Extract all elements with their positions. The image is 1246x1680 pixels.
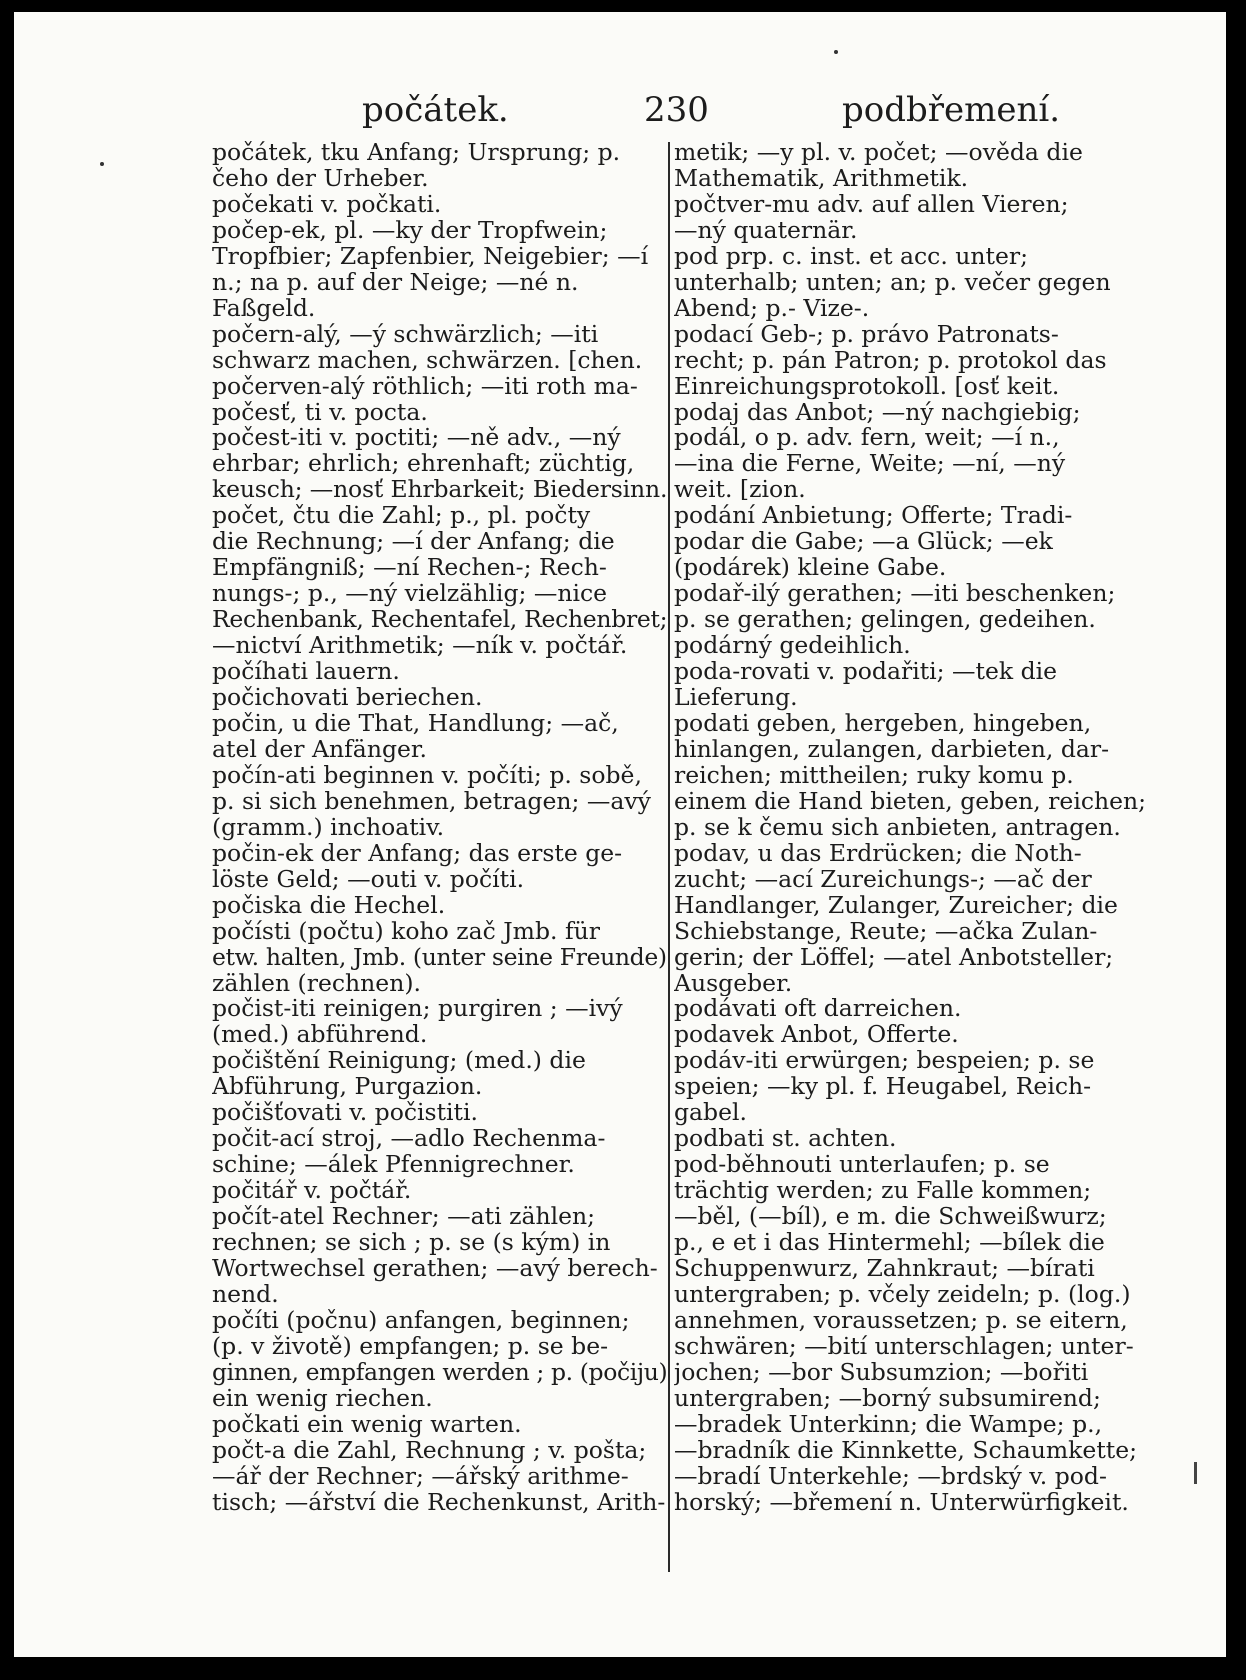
dictionary-line: p. se k čemu sich anbieten, antragen. [674,814,1121,841]
header-first-entry: počátek. [362,90,509,130]
page-header [14,90,1226,140]
dictionary-line: počin-ek der Anfang; das erste ge- [212,840,623,867]
dictionary-line: einem die Hand bieten, geben, reichen; [674,788,1147,815]
column-divider [668,142,670,1572]
dictionary-line: —bradí Unterkehle; —brdský v. pod- [674,1463,1107,1490]
dictionary-line: počištění Reinigung; (med.) die [212,1048,586,1075]
dictionary-line: p. si sich benehmen, betragen; —avý [212,788,651,815]
dictionary-line: počitář v. počtář. [212,1178,412,1205]
dictionary-line: —běl, (—bíl), e m. die Schweißwurz; [674,1204,1107,1231]
dictionary-line: —nictví Arithmetik; —ník v. počtář. [212,633,628,660]
dictionary-line: zucht; —ací Zureichungs-; —ač der [674,866,1092,893]
dictionary-line: nend. [212,1281,279,1308]
dictionary-line: počiska die Hechel. [212,892,446,919]
dictionary-line: Faßgeld. [212,295,316,322]
dictionary-line: (med.) abführend. [212,1022,428,1049]
dictionary-line: —ář der Rechner; —ářský arithme- [212,1463,629,1490]
dictionary-line: hinlangen, zulangen, darbieten, dar- [674,736,1110,763]
dictionary-line: podař-ilý gerathen; —iti beschenken; [674,581,1116,608]
dictionary-line: počesť, ti v. pocta. [212,399,428,426]
dictionary-line: pod prp. c. inst. et acc. unter; [674,243,1029,270]
dictionary-line: počíhati lauern. [212,659,400,686]
dictionary-line: čeho der Urheber. [212,165,429,192]
dictionary-line: unterhalb; unten; an; p. večer gegen [674,269,1111,296]
dictionary-line: (gramm.) inchoativ. [212,814,445,841]
dictionary-line: n.; na p. auf der Neige; —né n. [212,269,579,296]
scan-border [1226,0,1246,1668]
dictionary-page [14,12,1226,1657]
dictionary-line: schwären; —bití unterschlagen; unter- [674,1333,1134,1360]
dictionary-line: Rechenbank, Rechentafel, Rechenbret; [212,607,667,634]
dictionary-line: —bradek Unterkinn; die Wampe; p., [674,1411,1103,1438]
dictionary-line: trächtig werden; zu Falle kommen; [674,1178,1092,1205]
dictionary-line: počep-ek, pl. —ky der Tropfwein; [212,217,608,244]
dictionary-line: Einreichungsprotokoll. [osť keit. [674,373,1060,400]
dictionary-line: počerven-alý röthlich; —iti roth ma- [212,373,638,400]
right-column [674,140,1149,1680]
dictionary-line: reichen; mittheilen; ruky komu p. [674,762,1074,789]
dictionary-line: počtver-mu adv. auf allen Vieren; [674,191,1069,218]
dictionary-line: weit. [zion. [674,477,806,504]
dictionary-line: recht; p. pán Patron; p. protokol das [674,347,1107,374]
dictionary-line: tisch; —ářství die Rechenkunst, Arith- [212,1489,666,1516]
dictionary-line: horský; —břemení n. Unterwürfigkeit. [674,1489,1129,1516]
dictionary-line: zählen (rechnen). [212,970,421,997]
left-column [212,140,667,1680]
dictionary-line: pod-běhnouti unterlaufen; p. se [674,1152,1050,1179]
dictionary-line: Wortwechsel gerathen; —avý berech- [212,1255,658,1282]
dictionary-line: gabel. [674,1100,747,1127]
dictionary-line: ginnen, empfangen werden ; p. (počiju) [212,1359,667,1386]
dictionary-line: podaj das Anbot; —ný nachgiebig; [674,399,1081,426]
dictionary-line: —ina die Ferne, Weite; —ní, —ný [674,451,1066,478]
dictionary-line: podání Anbietung; Offerte; Tradi- [674,503,1073,530]
dictionary-line: počátek, tku Anfang; Ursprung; p. [212,140,621,166]
dictionary-line: počišťovati v. počistiti. [212,1100,478,1127]
dictionary-line: Mathematik, Arithmetik. [674,165,969,192]
dictionary-line: počekati v. počkati. [212,191,442,218]
dictionary-line: p., e et i das Hintermehl; —bílek die [674,1230,1105,1256]
dictionary-line: počit-ací stroj, —adlo Rechenma- [212,1126,606,1153]
speck [100,162,104,166]
dictionary-line: ein wenig riechen. [212,1385,433,1412]
dictionary-line: nungs-; p., —ný vielzählig; —nice [212,581,608,608]
dictionary-line: jochen; —bor Subsumzion; —bořiti [674,1359,1089,1386]
dictionary-line: počichovati beriechen. [212,685,483,711]
dictionary-line: ehrbar; ehrlich; ehrenhaft; züchtig, [212,451,635,478]
dictionary-line: etw. halten, Jmb. (unter seine Freunde) [212,944,667,971]
dictionary-line: untergraben; —borný subsumirend; [674,1385,1101,1412]
dictionary-line: Tropfbier; Zapfenbier, Neigebier; —í [212,243,649,270]
dictionary-line: untergraben; p. včely zeideln; p. (log.) [674,1281,1131,1308]
speck [834,50,838,54]
dictionary-line: podati geben, hergeben, hingeben, [674,710,1092,737]
dictionary-line: —ný quaternär. [674,217,858,244]
dictionary-line: atel der Anfänger. [212,736,428,763]
dictionary-line: —bradník die Kinnkette, Schaumkette; [674,1437,1138,1464]
dictionary-line: Handlanger, Zulanger, Zureicher; die [674,892,1118,919]
dictionary-line: metik; —y pl. v. počet; —ověda die [674,140,1083,166]
dictionary-line: Abführung, Purgazion. [212,1074,483,1101]
dictionary-line: počísti (počtu) koho zač Jmb. für [212,918,601,945]
dictionary-line: podav, u das Erdrücken; die Noth- [674,840,1082,867]
dictionary-line: (podárek) kleine Gabe. [674,555,947,582]
dictionary-line: Schuppenwurz, Zahnkraut; —bírati [674,1255,1095,1282]
dictionary-line: speien; —ky pl. f. Heugabel, Reich- [674,1074,1092,1101]
dictionary-line: podar die Gabe; —a Glück; —ek [674,529,1053,556]
dictionary-line: podavek Anbot, Offerte. [674,1022,959,1049]
dictionary-line: počín-ati beginnen v. počíti; p. sobě, [212,762,642,789]
dictionary-line: Abend; p.- Vize-. [674,295,870,322]
dictionary-line: počíti (počnu) anfangen, beginnen; [212,1307,630,1334]
dictionary-line: rechnen; se sich ; p. se (s kým) in [212,1230,611,1256]
header-last-entry: podbřemení. [842,90,1061,130]
dictionary-line: (p. v životě) empfangen; p. se be- [212,1333,609,1360]
dictionary-line: podávati oft darreichen. [674,996,962,1023]
dictionary-line: podárný gedeihlich. [674,633,911,660]
dictionary-line: Ausgeber. [674,970,793,997]
dictionary-line: počist-iti reinigen; purgiren ; —ivý [212,996,623,1023]
dictionary-line: Lieferung. [674,685,798,711]
dictionary-line: annehmen, voraussetzen; p. se eitern, [674,1307,1128,1334]
dictionary-line: počít-atel Rechner; —ati zählen; [212,1204,596,1231]
dictionary-line: gerin; der Löffel; —atel Anbotsteller; [674,944,1114,971]
dictionary-line: poda-rovati v. podařiti; —tek die [674,659,1058,686]
dictionary-line: počern-alý, —ý schwärzlich; —iti [212,321,599,348]
dictionary-line: die Rechnung; —í der Anfang; die [212,529,615,556]
dictionary-line: počt-a die Zahl, Rechnung ; v. pošta; [212,1437,647,1464]
dictionary-line: schine; —álek Pfennigrechner. [212,1152,575,1179]
page-number: 230 [644,90,709,130]
dictionary-line: keusch; —nosť Ehrbarkeit; Biedersinn. [212,477,667,504]
dictionary-line: schwarz machen, schwärzen. [chen. [212,347,643,374]
dictionary-line: p. se gerathen; gelingen, gedeihen. [674,607,1096,634]
dictionary-line: Empfängniß; —ní Rechen-; Rech- [212,555,607,582]
dictionary-line: počin, u die That, Handlung; —ač, [212,710,619,737]
dictionary-line: löste Geld; —outi v. počíti. [212,866,525,893]
dictionary-line: počest-iti v. poctiti; —ně adv., —ný [212,425,621,452]
dictionary-line: počkati ein wenig warten. [212,1411,522,1438]
margin-mark [1194,1462,1197,1484]
dictionary-line: podbati st. achten. [674,1126,897,1153]
dictionary-line: podál, o p. adv. fern, weit; —í n., [674,425,1060,452]
dictionary-line: Schiebstange, Reute; —ačka Zulan- [674,918,1098,945]
dictionary-line: podací Geb-; p. právo Patronats- [674,321,1059,348]
dictionary-line: počet, čtu die Zahl; p., pl. počty [212,503,591,530]
dictionary-line: podáv-iti erwürgen; bespeien; p. se [674,1048,1095,1075]
